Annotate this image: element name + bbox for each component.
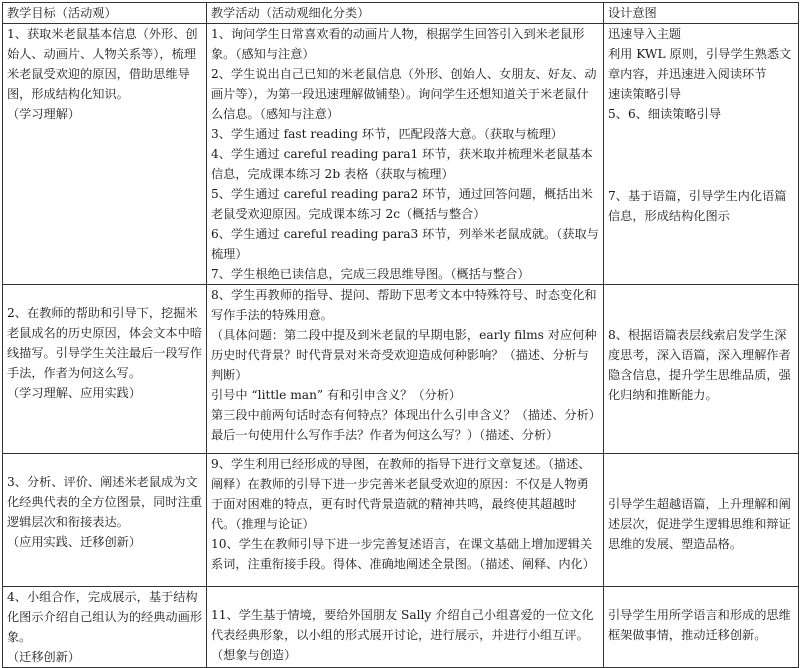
intent-item: 引导学生超越语篇，上升理解和阐述层次，促进学生逻辑思维和辩证思维的发展、塑造品格。 — [608, 497, 791, 551]
activity-item: 最后一句使用什么写作手法？作者为何这么写？）（描述、分析） — [211, 428, 559, 442]
activity-item: （具体问题：第二段中提及到米老鼠的早期电影，early films 对应何种历史时代背景？时代背景对米奇受欢迎造成何种影响？（描述、分析与判断） — [211, 328, 597, 382]
activity-item: 3、学生通过 fast reading 环节，匹配段落大意。（获取与梳理） — [211, 127, 563, 141]
goal-text: 4、小组合作，完成展示，基于结构化图示介绍自己组认为的经典动画形象。 — [7, 590, 202, 644]
goal-cell — [3, 587, 207, 668]
intent-cell — [604, 285, 799, 454]
activity-item: 9、学生利用已经形成的导图，在教师的指导下进行文章复述。（描述、阐释）在教师的引导下进一步完善米老鼠受欢迎的原因：不仅是人物勇于面对困难的特点，更有时代背景造就的精神共鸣，最终使其超越时代。（推理与论证） — [211, 457, 591, 531]
goal-category: （迁移创新） — [7, 650, 81, 664]
activity-item: 2、学生说出自己已知的米老鼠信息（外形、创始人、女朋友、好友、动画片等），为第一段迅速理解做铺垫）。询问学生还想知道关于米老鼠什么信息。（感知与注意） — [211, 67, 597, 121]
header-activity: 教学活动（活动观细化分类） — [207, 3, 604, 24]
intent-item: 引导学生用所学语言和形成的思维框架做事情，推动迁移创新。 — [608, 608, 791, 642]
goal-text: 1、获取米老鼠基本信息（外形、创始人、动画片、人物关系等），梳理米老鼠受欢迎的原因，借助思维导图，形成结构化知识。 — [7, 27, 198, 101]
activity-item: 1、询问学生日常喜欢看的动画片人物，根据学生回答引入到米老鼠形象。（感知与注意） — [211, 27, 585, 61]
activity-item: 5、学生通过 careful reading para2 环节，通过回答问题，概括出米老鼠受欢迎原因。完成课本练习 2c（概括与整合） — [211, 187, 593, 221]
header-goal: 教学目标（活动观） — [3, 3, 207, 24]
goal-category: （学习理解） — [7, 107, 81, 121]
activity-item: 6、学生通过 careful reading para3 环节，列举米老鼠成就。（获取与梳理） — [211, 227, 599, 261]
intent-item: 5、6、细读策略引导 — [608, 107, 722, 121]
activity-item: 8、学生再教师的指导、提问、帮助下思考文本中特殊符号、时态变化和写作手法的特殊用意。 — [211, 288, 597, 322]
header-intent: 设计意图 — [604, 3, 799, 24]
activity-cell — [207, 587, 604, 668]
intent-item: 利用 KWL 原则，引导学生熟悉文章内容，并迅速进入阅读环节 — [608, 47, 792, 81]
activity-item: 引号中 “little man” 有和引申含义？（分析） — [211, 388, 462, 402]
goal-text: 3、分析、评价、阐述米老鼠成为文化经典代表的全方位图景，同时注重逻辑层次和衔接表达。 — [7, 475, 202, 529]
activity-item: 第三段中前两句话时态有何特点？体现出什么引申含义？（描述、分析） — [211, 408, 601, 422]
intent-cell — [604, 24, 799, 285]
activity-cell — [207, 24, 604, 285]
intent-item: 8、根据语篇表层线索启发学生深度思考，深入语篇，深入理解作者隐含信息，提升学生思维品质，强化归纳和推断能力。 — [608, 328, 791, 402]
goal-category: （应用实践、迁移创新） — [7, 535, 142, 549]
table-row — [3, 587, 799, 668]
activity-item: 7、学生根绝已读信息，完成三段思维导图。（概括与整合） — [211, 267, 530, 281]
goal-cell — [3, 24, 207, 285]
intent-item: 7、基于语篇，引导学生内化语篇信息，形成结构化图示 — [608, 189, 787, 223]
activity-cell — [207, 285, 604, 454]
goal-cell — [3, 454, 207, 587]
table-row — [3, 454, 799, 587]
goal-text: 2、在教师的帮助和引导下，挖掘米老鼠成名的历史原因，体会文本中暗线描写。引导学生关注最后一段写作手法，作者为何这么写。 — [7, 306, 202, 380]
intent-item: 速读策略引导 — [608, 87, 682, 101]
activity-item: 4、学生通过 careful reading para1 环节，获米取并梳理米老鼠基本信息，完成课本练习 2b 表格（获取与梳理） — [211, 147, 593, 181]
goal-category: （学习理解、应用实践） — [7, 386, 142, 400]
activity-cell — [207, 454, 604, 587]
table-row — [3, 285, 799, 454]
intent-cell — [604, 454, 799, 587]
activity-item: 10、学生在教师引导下进一步完善复述语言，在课文基础上增加逻辑关系词，注重衔接手段。得体、准确地阐述全景图。（描述、阐释、内化） — [211, 537, 595, 571]
intent-item: 迅速导入主题 — [608, 27, 682, 41]
table-row — [3, 24, 799, 285]
intent-cell — [604, 587, 799, 668]
goal-cell — [3, 285, 207, 454]
header-row — [3, 3, 799, 24]
lesson-plan-table — [2, 2, 799, 668]
activity-item: 11、学生基于情境，要给外国朋友 Sally 介绍自己小组喜爱的一位文化代表经典形象，以小组的形式展开讨论，进行展示，并进行小组互评。（想象与创造） — [211, 608, 594, 662]
